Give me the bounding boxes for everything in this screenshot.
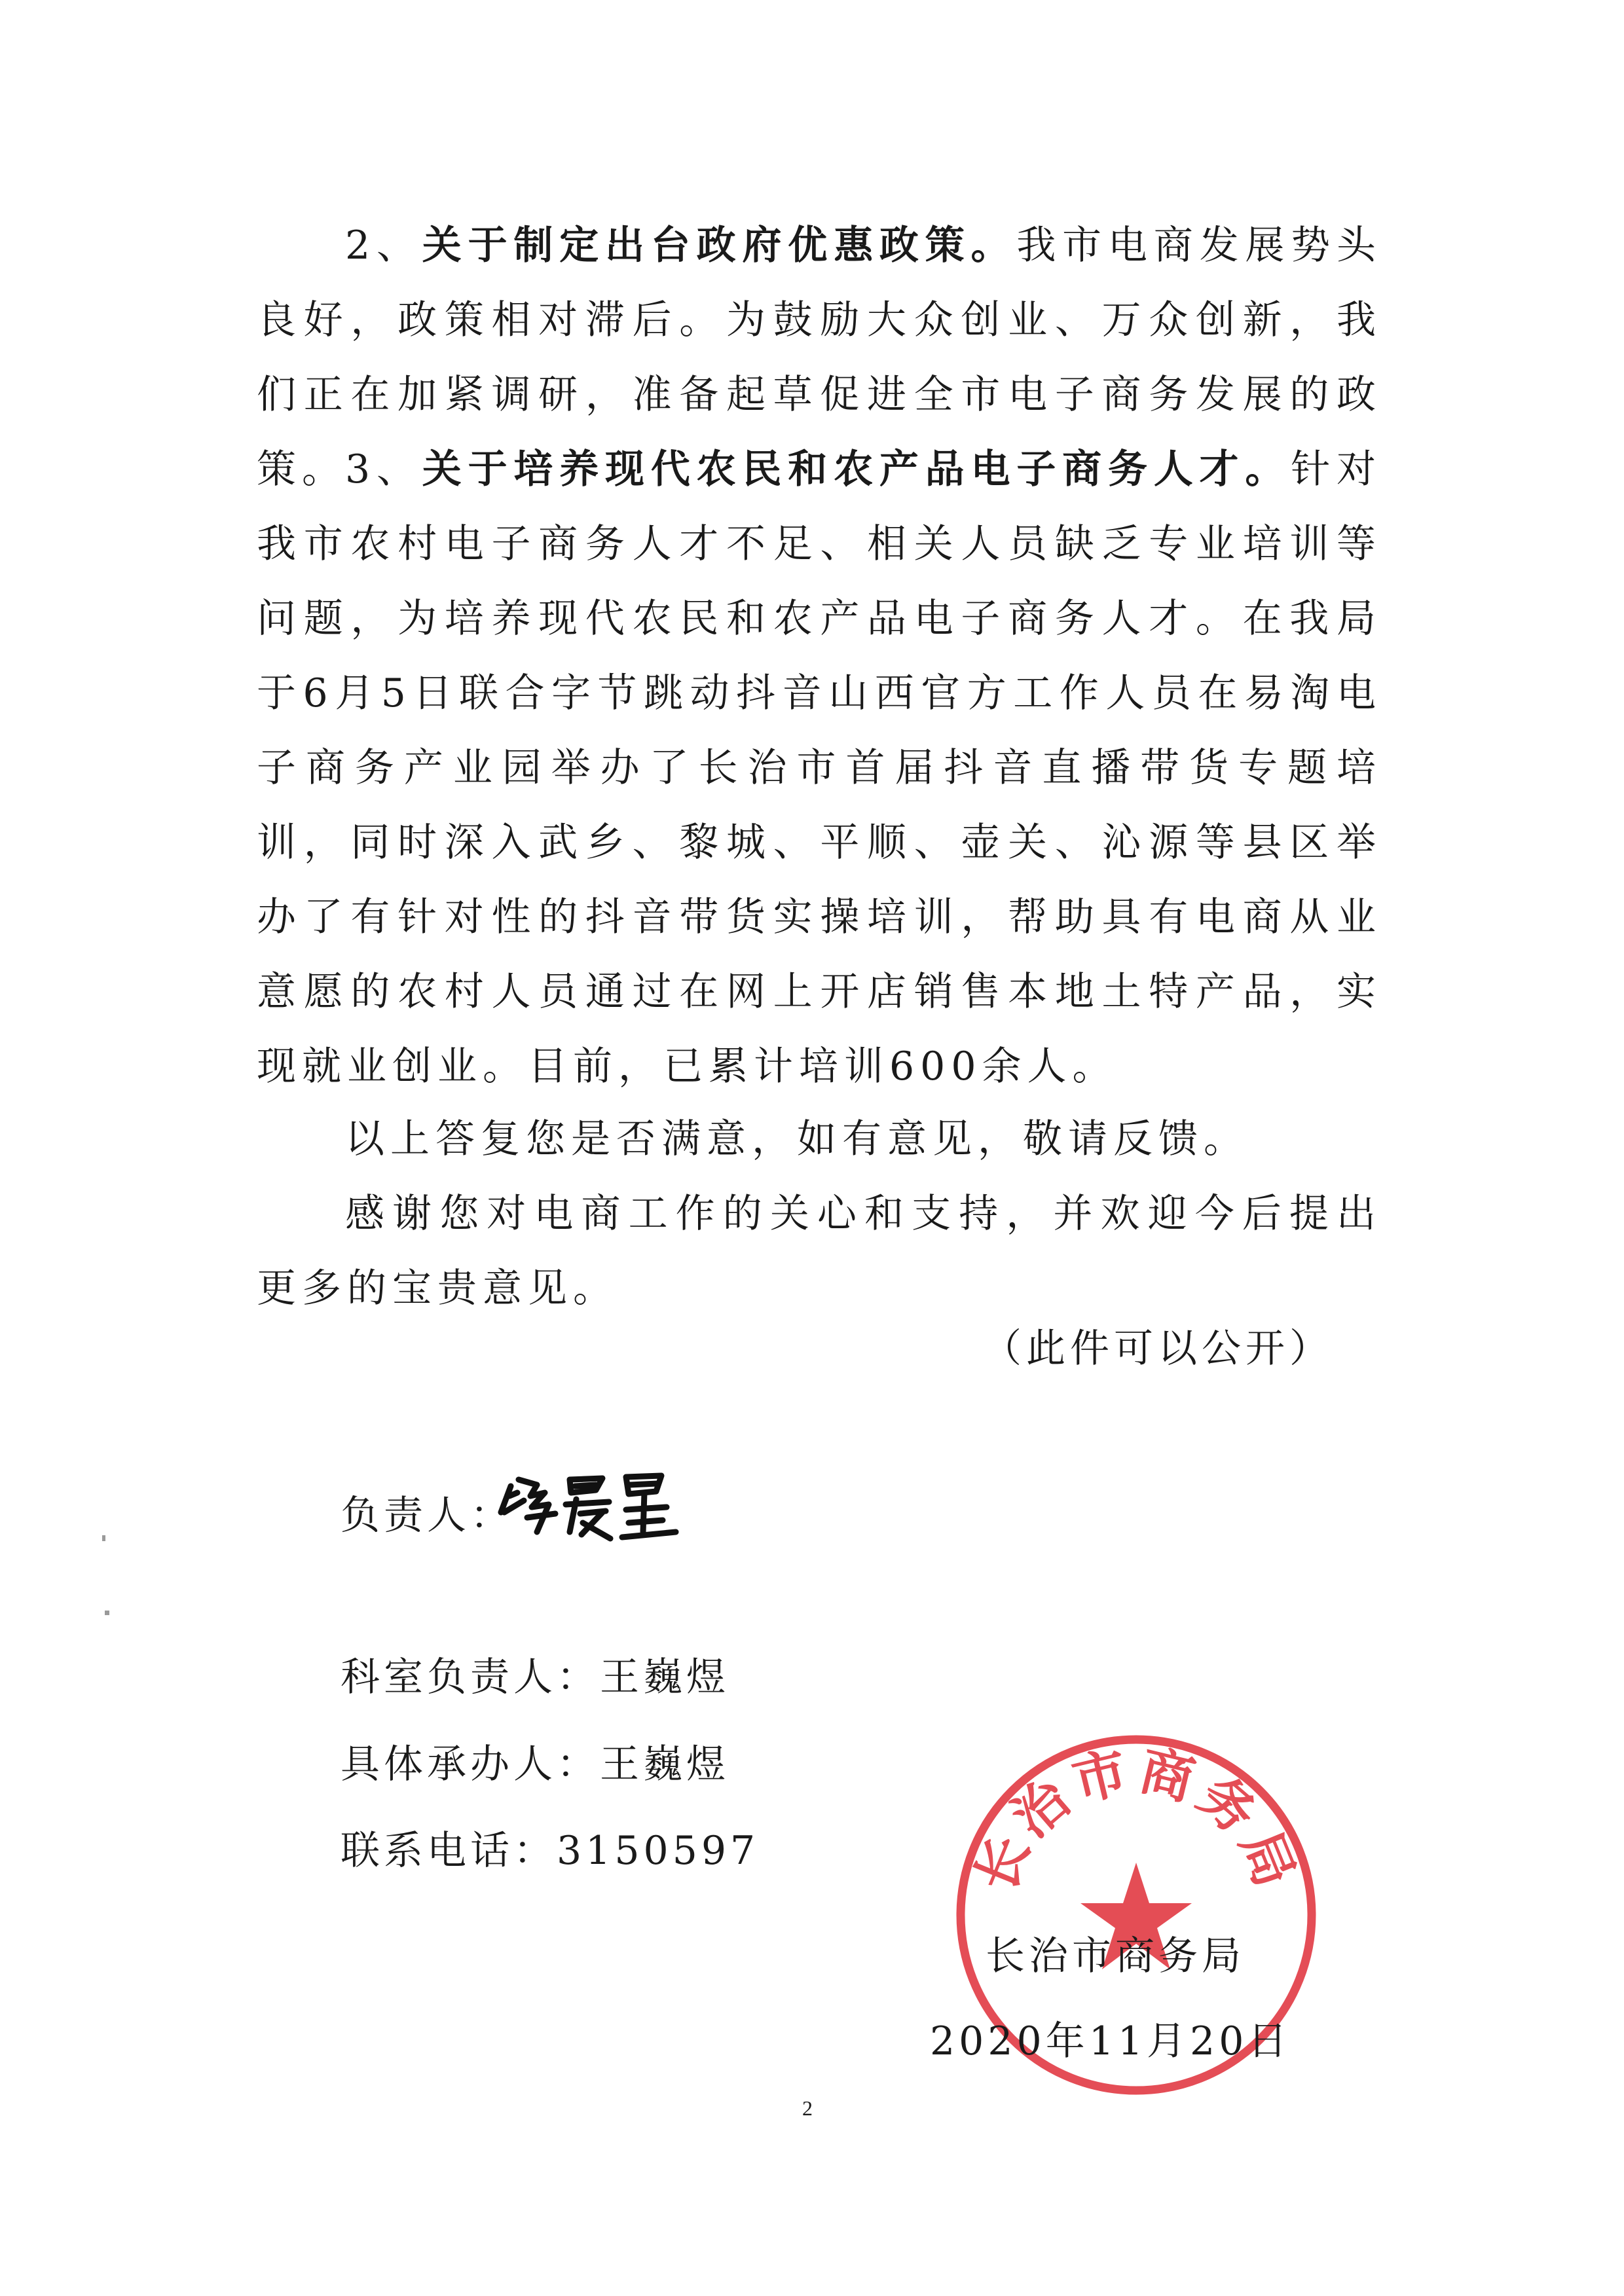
item-number: 3、 bbox=[345, 446, 422, 492]
item-text: 我市电商发展势头良好，政策相对滞后。为鼓励大众创业、万众创新，我们正在加紧调研，准备起草促进全市电子商务发展的政策。 bbox=[257, 223, 1382, 492]
handler: 具体承办人：王巍煜 bbox=[341, 1741, 729, 1787]
paragraph-thanks: 感谢您对电商工作的关心和支持，并欢迎今后提出更多的宝贵意见。 bbox=[257, 1191, 1382, 1311]
paragraph-training bbox=[257, 432, 1382, 1104]
paragraph-feedback: 以上答复您是否满意，如有意见，敬请反馈。 bbox=[345, 1116, 1249, 1162]
seal-text: 长治市商务局 bbox=[964, 1739, 1308, 1901]
scan-speck bbox=[105, 1611, 109, 1615]
responsible-label: 负责人： bbox=[341, 1493, 513, 1539]
issue-date: 2020年11月20日 bbox=[930, 2018, 1291, 2064]
scan-speck bbox=[102, 1535, 105, 1541]
item-heading: 关于制定出台政府优惠政策。 bbox=[422, 223, 1017, 268]
issuing-organization: 长治市商务局 bbox=[986, 1933, 1245, 1979]
page-number: 2 bbox=[802, 2096, 813, 2120]
public-note: （此件可以公开） bbox=[982, 1326, 1333, 1372]
item-text: 针对我市农村电子商务人才不足、相关人员缺乏专业培训等问题，为培养现代农民和农产品电子商务人才。在我局于6月5日联合字节跳动抖音山西官方工作人员在易淘电子商务产业园举办了长治市首届抖音直播带货专题培训，同时深入武乡、黎城、平顺、壶关、沁源等县区举办了有针对性的抖音带货实操培训，帮助具有电商从业意愿的农村人员通过在网上开店销售本地土特产品，实现就业创业。目前，已累计培训600余人。 bbox=[257, 446, 1382, 1089]
item-heading: 关于培养现代农民和农产品电子商务人才。 bbox=[422, 446, 1291, 492]
item-number: 2、 bbox=[345, 223, 422, 268]
section-head: 科室负责人：王巍煜 bbox=[341, 1654, 729, 1700]
handwritten-signature bbox=[498, 1467, 681, 1545]
contact-phone: 联系电话：3150597 bbox=[341, 1828, 760, 1874]
